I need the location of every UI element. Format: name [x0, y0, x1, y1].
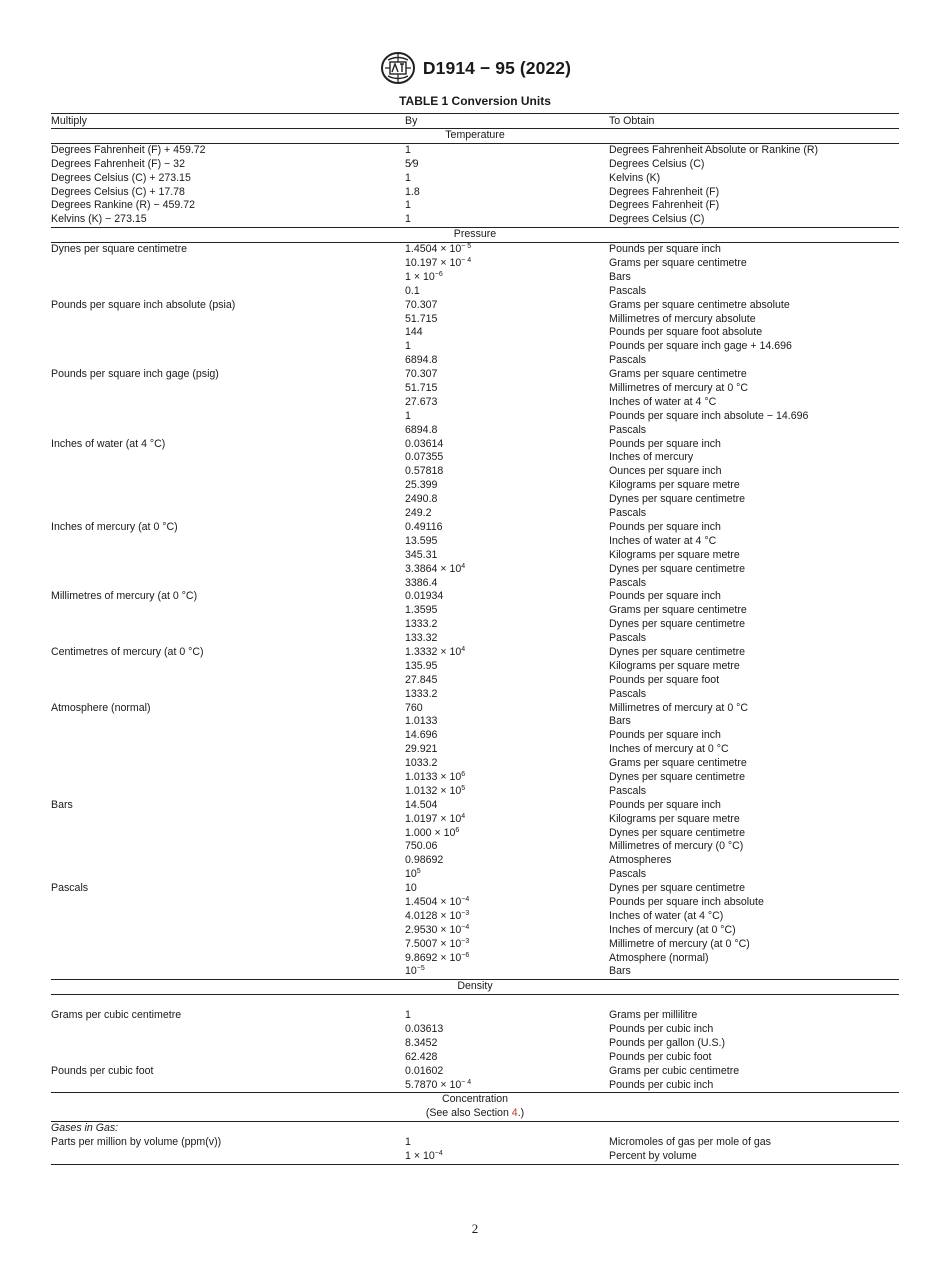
table-row — [51, 604, 899, 618]
by-cell: 70.307 — [405, 298, 438, 311]
to-obtain-cell: Pascals — [609, 687, 647, 700]
by-cell: $10.197 \times 10^{- 4}$ — [405, 257, 472, 270]
conversion-table — [51, 113, 899, 1165]
by-cell: 3386.4 — [405, 576, 438, 589]
to-obtain-cell: Degrees Fahrenheit (F) — [609, 185, 720, 198]
table-row — [51, 368, 899, 382]
page-header — [0, 50, 950, 86]
to-obtain-cell: Inches of mercury — [609, 451, 694, 464]
by-cell: $1 \times 10^{-6}$ — [405, 270, 443, 283]
table-row — [51, 451, 899, 465]
table-row — [51, 1065, 899, 1079]
to-obtain-cell: Millimetres of mercury (0 °C) — [609, 840, 744, 853]
by-cell: 51.715 — [405, 382, 438, 395]
to-obtain-cell: Grams per square centimetre — [609, 604, 747, 617]
to-obtain-cell: Pascals — [609, 507, 647, 520]
to-obtain-cell: Percent by volume — [609, 1150, 697, 1163]
by-cell: 135.95 — [405, 659, 438, 672]
by-cell: 1 — [405, 213, 411, 226]
to-obtain-cell: Kilograms per square metre — [609, 548, 740, 561]
multiply-cell: Degrees Celsius (C) + 273.15 — [51, 171, 191, 184]
to-obtain-cell: Dynes per square centimetre — [609, 826, 746, 839]
table-row — [51, 1037, 899, 1051]
section-header-concentration: Concentration — [51, 1092, 899, 1107]
by-cell: $1.4504 \times 10^{- 5}$ — [405, 243, 472, 256]
multiply-cell: Bars — [51, 798, 73, 811]
table-row — [51, 896, 899, 910]
to-obtain-cell: Pounds per square inch — [609, 729, 721, 742]
by-cell: 0.03614 — [405, 437, 444, 450]
section-header-pressure: Pressure — [51, 227, 899, 243]
table-row — [51, 1051, 899, 1065]
by-cell: $3.3864 \times 10^4$ — [405, 562, 466, 575]
to-obtain-cell: Degrees Celsius (C) — [609, 213, 705, 226]
to-obtain-cell: Inches of mercury at 0 °C — [609, 743, 729, 756]
to-obtain-cell: Pounds per cubic inch — [609, 1078, 714, 1091]
table-row — [51, 299, 899, 313]
multiply-cell: Centimetres of mercury (at 0 °C) — [51, 645, 204, 658]
by-cell: 2490.8 — [405, 493, 438, 506]
table-row — [51, 813, 899, 827]
multiply-cell: Grams per cubic centimetre — [51, 1009, 182, 1022]
table-row — [51, 743, 899, 757]
table-row — [51, 535, 899, 549]
by-cell: $9.8692 \times 10^{-6}$ — [405, 951, 470, 964]
by-cell: 51.715 — [405, 312, 438, 325]
to-obtain-cell: Pascals — [609, 632, 647, 645]
pressure-rows — [51, 243, 899, 979]
table-row — [51, 186, 899, 200]
table-row — [51, 354, 899, 368]
to-obtain-cell: Pascals — [609, 576, 647, 589]
gases-in-gas-row — [51, 1122, 899, 1136]
table-row — [51, 271, 899, 285]
table-row — [51, 144, 899, 158]
to-obtain-cell: Grams per millilitre — [609, 1009, 698, 1022]
table-row — [51, 799, 899, 813]
by-cell: 1 — [405, 171, 411, 184]
to-obtain-cell: Inches of mercury (at 0 °C) — [609, 923, 736, 936]
by-cell: $2.9530 \times 10^{-4}$ — [405, 923, 470, 936]
table-row — [51, 632, 899, 646]
by-cell: 6894.8 — [405, 423, 438, 436]
by-cell: 5⁄9 — [405, 157, 419, 170]
by-cell: $5.7870 \times 10^{- 4}$ — [405, 1078, 472, 1091]
table-row — [51, 313, 899, 327]
table-row — [51, 340, 899, 354]
density-rows — [51, 1009, 899, 1092]
table-row — [51, 840, 899, 854]
to-obtain-cell: Pascals — [609, 868, 647, 881]
by-cell: $1.0133 \times 10^6$ — [405, 770, 466, 783]
table-row — [51, 715, 899, 729]
to-obtain-cell: Pounds per square foot absolute — [609, 326, 763, 339]
multiply-cell: Kelvins (K) − 273.15 — [51, 213, 147, 226]
to-obtain-cell: Dynes per square centimetre — [609, 618, 746, 631]
temperature-rows — [51, 144, 899, 227]
to-obtain-cell: Pascals — [609, 284, 647, 297]
multiply-cell: Degrees Rankine (R) − 459.72 — [51, 199, 195, 212]
to-obtain-cell: Pounds per square inch — [609, 437, 721, 450]
multiply-cell: Degrees Fahrenheit (F) + 459.72 — [51, 143, 206, 156]
to-obtain-cell: Grams per square centimetre — [609, 257, 747, 270]
to-obtain-cell: Ounces per square inch — [609, 465, 722, 478]
to-obtain-cell: Pounds per cubic inch — [609, 1023, 714, 1035]
to-obtain-cell: Grams per cubic centimetre — [609, 1064, 740, 1077]
spacer-row — [51, 995, 899, 1009]
multiply-cell: Atmosphere (normal) — [51, 701, 151, 714]
table-row — [51, 549, 899, 563]
table-row — [51, 257, 899, 271]
table-row — [51, 910, 899, 924]
by-cell: $7.5007 \times 10^{-3}$ — [405, 937, 470, 950]
by-cell: $1.0197 \times 10^4$ — [405, 812, 466, 825]
table-row — [51, 577, 899, 591]
to-obtain-cell: Grams per square centimetre absolute — [609, 298, 790, 311]
by-cell: 29.921 — [405, 743, 438, 756]
by-cell: 1 — [405, 1136, 411, 1149]
to-obtain-cell: Bars — [609, 715, 631, 728]
to-obtain-cell: Atmospheres — [609, 854, 672, 867]
table-row — [51, 521, 899, 535]
table-row — [51, 1009, 899, 1023]
to-obtain-cell: Inches of water (at 4 °C) — [609, 909, 724, 922]
by-cell: 0.1 — [405, 284, 420, 297]
to-obtain-cell: Pounds per square foot — [609, 673, 720, 686]
by-cell: 1.8 — [405, 185, 420, 198]
table-row — [51, 674, 899, 688]
table-row — [51, 326, 899, 340]
table-row — [51, 660, 899, 674]
table-row — [51, 854, 899, 868]
to-obtain-cell: Dynes per square centimetre — [609, 562, 746, 575]
section-header-temperature: Temperature — [51, 129, 899, 144]
to-obtain-cell: Pounds per square inch gage + 14.696 — [609, 340, 792, 353]
by-cell: 0.07355 — [405, 451, 444, 464]
to-obtain-cell: Kilograms per square metre — [609, 812, 740, 825]
table-row — [51, 479, 899, 493]
table-row — [51, 590, 899, 604]
by-cell: $10^5$ — [405, 868, 421, 881]
table-row — [51, 172, 899, 186]
by-cell: 0.01934 — [405, 590, 444, 603]
table-row — [51, 424, 899, 438]
to-obtain-cell: Pounds per cubic foot — [609, 1050, 712, 1063]
table-row — [51, 410, 899, 424]
table-row — [51, 1023, 899, 1037]
by-cell: 70.307 — [405, 368, 438, 381]
multiply-cell: Millimetres of mercury (at 0 °C) — [51, 590, 198, 603]
to-obtain-cell: Degrees Fahrenheit Absolute or Rankine (R) — [609, 143, 819, 156]
document-code: D1914 − 95 (2022) — [422, 57, 572, 78]
by-cell: 1 — [405, 340, 411, 353]
to-obtain-cell: Degrees Fahrenheit (F) — [609, 199, 720, 212]
by-cell: $1.4504 \times 10^{-4}$ — [405, 895, 470, 908]
by-cell: 1333.2 — [405, 687, 438, 700]
to-obtain-cell: Pounds per square inch — [609, 798, 721, 811]
multiply-cell: Degrees Fahrenheit (F) − 32 — [51, 157, 185, 170]
to-obtain-cell: Millimetre of mercury (at 0 °C) — [609, 937, 750, 950]
to-obtain-cell: Pounds per square inch — [609, 590, 721, 603]
table-row — [51, 965, 899, 979]
by-cell: 0.01602 — [405, 1064, 444, 1077]
by-cell: 27.845 — [405, 673, 438, 686]
table-row — [51, 382, 899, 396]
table-row — [51, 729, 899, 743]
by-cell: 1.3595 — [405, 604, 438, 617]
to-obtain-cell: Bars — [609, 270, 631, 283]
by-cell: 133.32 — [405, 632, 438, 645]
concentration-see-also: (See also Section 4.) — [51, 1107, 899, 1122]
to-obtain-cell: Micromoles of gas per mole of gas — [609, 1136, 771, 1149]
by-cell: 249.2 — [405, 507, 432, 520]
table-row — [51, 952, 899, 966]
page-number: 2 — [471, 1221, 479, 1236]
to-obtain-cell: Dynes per square centimetre — [609, 882, 746, 895]
by-cell: 1 — [405, 199, 411, 212]
table-row — [51, 243, 899, 257]
to-obtain-cell: Millimetres of mercury absolute — [609, 312, 756, 325]
table-row — [51, 199, 899, 213]
by-cell: 14.504 — [405, 798, 438, 811]
multiply-cell: Pounds per square inch absolute (psia) — [51, 298, 236, 311]
to-obtain-cell: Inches of water at 4 °C — [609, 534, 717, 547]
to-obtain-cell: Grams per square centimetre — [609, 368, 747, 381]
to-obtain-cell: Pounds per gallon (U.S.) — [609, 1036, 726, 1049]
by-cell: $1.000 \times 10^6$ — [405, 826, 460, 839]
table-row — [51, 785, 899, 799]
to-obtain-cell: Millimetres of mercury at 0 °C — [609, 701, 749, 714]
table-row — [51, 702, 899, 716]
by-cell: $1.3332 \times 10^4$ — [405, 645, 466, 658]
table-row — [51, 827, 899, 841]
to-obtain-cell: Pounds per square inch — [609, 520, 721, 533]
to-obtain-cell: Pascals — [609, 784, 647, 797]
to-obtain-cell: Pascals — [609, 423, 647, 436]
by-cell: 1333.2 — [405, 618, 438, 631]
to-obtain-cell: Pounds per square inch absolute — [609, 895, 764, 908]
by-cell: $4.0128 \times 10^{-3}$ — [405, 909, 470, 922]
multiply-cell: Inches of mercury (at 0 °C) — [51, 520, 178, 533]
table-row — [51, 213, 899, 227]
by-cell: 6894.8 — [405, 354, 438, 367]
to-obtain-cell: Grams per square centimetre — [609, 757, 747, 770]
by-cell: 13.595 — [405, 534, 438, 547]
section-4-link[interactable]: 4 — [511, 1107, 518, 1120]
to-obtain-cell: Kelvins (K) — [609, 171, 661, 184]
to-obtain-cell: Pounds per square inch — [609, 243, 721, 256]
by-cell: 750.06 — [405, 840, 438, 853]
by-cell: 25.399 — [405, 479, 438, 492]
to-obtain-cell: Inches of water at 4 °C — [609, 395, 717, 408]
by-cell: 144 — [405, 326, 423, 339]
table-row — [51, 924, 899, 938]
table-row — [51, 465, 899, 479]
by-cell: $1.0132 \times 10^5$ — [405, 784, 466, 797]
by-cell: 10 — [405, 882, 417, 895]
to-obtain-cell: Kilograms per square metre — [609, 659, 740, 672]
multiply-cell: Pounds per square inch gage (psig) — [51, 368, 219, 381]
table-row — [51, 882, 899, 896]
by-cell: 0.49116 — [405, 520, 443, 533]
to-obtain-cell: Atmosphere (normal) — [609, 951, 709, 964]
table-row — [51, 1150, 899, 1165]
by-cell: 1 — [405, 1009, 411, 1022]
table-row — [51, 285, 899, 299]
by-cell: 1 — [405, 143, 411, 156]
multiply-cell: Pascals — [51, 882, 89, 895]
concentration-rows — [51, 1136, 899, 1165]
by-cell: 1033.2 — [405, 757, 438, 770]
multiply-cell: Parts per million by volume (ppm(v)) — [51, 1136, 222, 1149]
by-cell: $10^{-5}$ — [405, 965, 425, 978]
column-header-to-obtain: To Obtain — [609, 115, 655, 127]
to-obtain-cell: Pounds per square inch absolute − 14.696 — [609, 409, 809, 422]
multiply-cell: Dynes per square centimetre — [51, 243, 188, 256]
to-obtain-cell: Pascals — [609, 354, 647, 367]
to-obtain-cell: Millimetres of mercury at 0 °C — [609, 382, 749, 395]
table-row — [51, 493, 899, 507]
table-row — [51, 1136, 899, 1150]
column-header-multiply: Multiply — [51, 115, 87, 127]
table-row — [51, 868, 899, 882]
by-cell: 8.3452 — [405, 1036, 438, 1049]
table-row — [51, 938, 899, 952]
table-caption: TABLE 1 Conversion Units — [399, 94, 551, 108]
by-cell: 0.57818 — [405, 465, 444, 478]
table-row — [51, 158, 899, 172]
by-cell: 1.0133 — [405, 715, 438, 728]
table-row — [51, 563, 899, 577]
to-obtain-cell: Dynes per square centimetre — [609, 493, 746, 506]
to-obtain-cell: Kilograms per square metre — [609, 479, 740, 492]
by-cell: 0.03613 — [405, 1023, 444, 1035]
table-header-row — [51, 113, 899, 129]
by-cell: 0.98692 — [405, 854, 444, 867]
section-header-density: Density — [51, 979, 899, 995]
by-cell: $1 \times 10^{-4}$ — [405, 1150, 443, 1163]
table-row — [51, 396, 899, 410]
by-cell: 14.696 — [405, 729, 438, 742]
table-row — [51, 646, 899, 660]
to-obtain-cell: Dynes per square centimetre — [609, 770, 746, 783]
table-row — [51, 618, 899, 632]
multiply-cell: Inches of water (at 4 °C) — [51, 437, 166, 450]
table-row — [51, 507, 899, 521]
by-cell: 760 — [405, 701, 423, 714]
by-cell: 345.31 — [405, 548, 438, 561]
multiply-cell: Pounds per cubic foot — [51, 1064, 154, 1077]
astm-logo-icon — [379, 51, 417, 85]
to-obtain-cell: Bars — [609, 965, 631, 978]
column-header-by: By — [405, 115, 418, 127]
table-row — [51, 438, 899, 452]
table-row — [51, 757, 899, 771]
table-row — [51, 1079, 899, 1093]
to-obtain-cell: Dynes per square centimetre — [609, 645, 746, 658]
multiply-cell: Degrees Celsius (C) + 17.78 — [51, 185, 185, 198]
gases-in-gas-label: Gases in Gas: — [51, 1122, 119, 1135]
table-row — [51, 688, 899, 702]
by-cell: 1 — [405, 409, 411, 422]
by-cell: 62.428 — [405, 1050, 438, 1063]
table-row — [51, 771, 899, 785]
to-obtain-cell: Degrees Celsius (C) — [609, 157, 705, 170]
by-cell: 27.673 — [405, 395, 438, 408]
